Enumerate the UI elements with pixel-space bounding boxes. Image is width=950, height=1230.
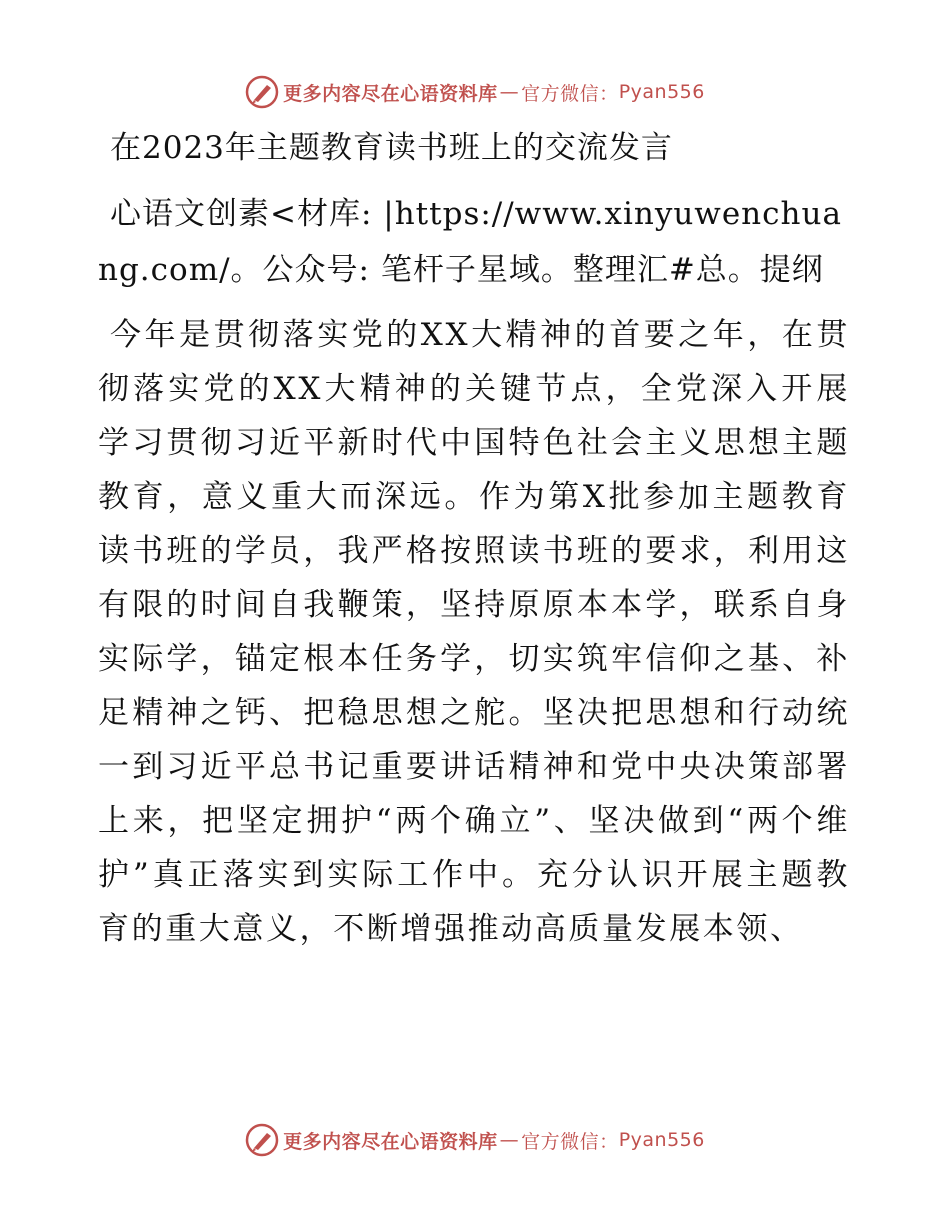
banner-wechat-id: Pyan556 [618, 81, 705, 103]
source-text: 心语文创素<材库: |https://www.xinyuwenchuang.com/。公众号: 笔杆子星域。整理汇#总。提纲 [98, 196, 842, 288]
header-banner [0, 72, 950, 112]
banner-dash: — [499, 81, 520, 103]
document-source [98, 186, 850, 298]
banner-text: 更多内容尽在心语资料库 [283, 82, 498, 105]
banner-dash: — [499, 1129, 520, 1151]
pen-logo-icon [245, 75, 279, 109]
footer-banner [0, 1120, 950, 1160]
document-title: 在2023年主题教育读书班上的交流发言 [110, 130, 673, 166]
document-body [98, 308, 850, 956]
pen-logo-icon [245, 1123, 279, 1157]
banner-wechat-label: 官方微信： [521, 82, 619, 105]
banner-wechat-label: 官方微信： [521, 1130, 619, 1153]
banner-wechat-id: Pyan556 [618, 1129, 705, 1151]
body-paragraph: 今年是贯彻落实党的XX大精神的首要之年，在贯彻落实党的XX大精神的关键节点，全党深入开展学习贯彻习近平新时代中国特色社会主义思想主题教育，意义重大而深远。作为第X批参加主题教育读书班的学员，我严格按照读书班的要求，利用这有限的时间自我鞭策，坚持原原本本学，联系自身实际学，锚定根本任务学，切实筑牢信仰之基、补足精神之钙、把稳思想之舵。坚决把思想和行动统一到习近平总书记重要讲话精神和党中央决策部署上来，把坚定拥护“两个确立”、坚决做到“两个维护”真正落实到实际工作中。充分认识开展主题教育的重大意义，不断增强推动高质量发展本领、 [98, 317, 850, 947]
document-content [98, 122, 850, 956]
banner-text: 更多内容尽在心语资料库 [283, 1130, 498, 1153]
